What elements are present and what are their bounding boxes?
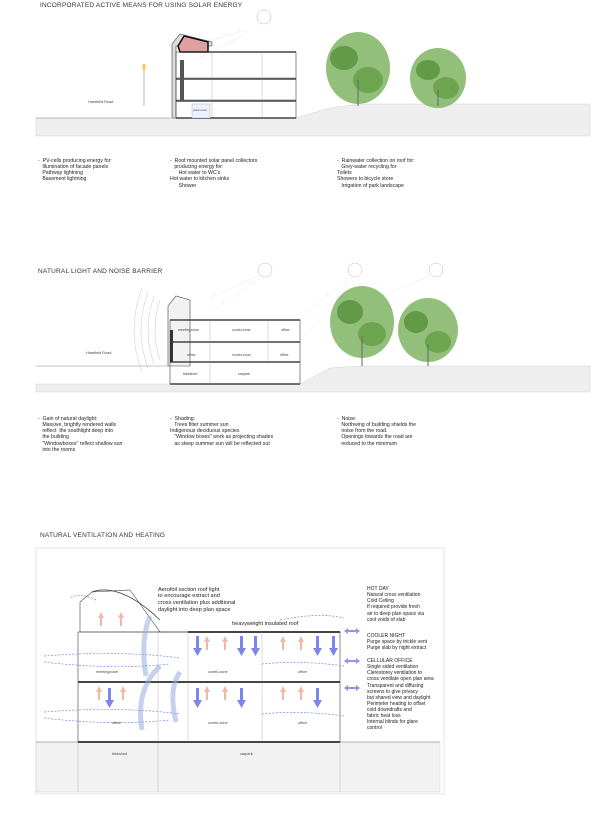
room-office-upper-3: office [298, 670, 308, 674]
annotation-aerofoil: Aerofoil section roof light to encourage extract and cross ventilation plus additional daylight into deep plan space [158, 586, 236, 613]
section-title-solar: INCORPORATED ACTIVE MEANS FOR USING SOLAR ENERGY [40, 2, 243, 9]
room-combi-upper-2: combi-zone [232, 328, 251, 332]
room-meeting-3: meetingroom [96, 670, 119, 674]
room-office-lower-right-3: office [298, 721, 308, 725]
room-office-upper-2: office [281, 328, 290, 332]
room-bikeshed-2: bikeshed [183, 372, 198, 376]
ground-section-3 [36, 742, 440, 792]
room-bikeshed-3: bikeshed [112, 752, 128, 756]
section-title-light: NATURAL LIGHT AND NOISE BARRIER [38, 268, 163, 275]
room-office-lower-right-2: office [280, 353, 289, 357]
solar-note-collectors: - Roof mounted solar panel collectors producing energy for: Hot water to WC's Hot water to kitchen sinks Shower [170, 157, 258, 189]
plant-room-label: plant room [193, 108, 208, 112]
light-note-shading: - Shading: Trees filter summer sun Indigenous deciduous species "Window boxes" work as projecting shades as steep summer sun will be reflected out [170, 415, 274, 447]
annotation-insulated-roof: heavyweight insulated roof [232, 621, 299, 627]
room-carpark-3: carpark [240, 752, 253, 756]
light-note-noise: - Noise: Northwing of building shields the noise from the road. Openings towards the road are reduced to the minimum [337, 415, 417, 447]
side-note-cellular-office: CELLULAR OFFICE Single sided ventilation Clerestorey ventilation to cross ventilate open plan area Transparent and diffusing screens to give privacy but shared view and daylight Perimeter heating to offset cold downdrafts and fabric heat loss Internal blinds for glare control [367, 658, 434, 732]
room-combi-lower-2: combi-zone [232, 353, 251, 357]
room-combi-upper-3: combi-zone [208, 670, 228, 674]
side-note-hot-day: HOT DAY Natural cross ventilation Cold Ceiling If required provide fresh air to deep plan space via cool voids of slab [367, 586, 424, 623]
room-office-lower-left-3: office [112, 721, 122, 725]
road-label-1: Harefield Road [88, 100, 114, 104]
light-note-daylight: - Gain of natural daylight: Massive, brightly rendered walls reflect the southlight deep into the building "Windowboxes" reflect shallow sun into the rooms [38, 415, 123, 454]
room-carpark-2: carpark [238, 372, 250, 376]
side-note-arrows [344, 628, 360, 691]
room-meeting-2: meetingroom [178, 328, 199, 332]
side-note-cooler-night: COOLER NIGHT Purge space by trickle vent Purge slab by night extract [367, 633, 428, 652]
road-label-2: Harefield Road [86, 351, 112, 355]
room-combi-lower-3: combi-zone [208, 721, 228, 725]
solar-note-rainwater: - Rainwater collection on roof for: Grey-water recycling for Toilets Showers to bicycle store Irrigation of park landscape [337, 157, 415, 189]
section-title-ventilation: NATURAL VENTILATION AND HEATING [40, 532, 166, 539]
solar-note-pv: - PV-cells producing energy for: Illumination of facade panels Pathway lightning Basement lightning [38, 157, 112, 183]
room-office-lower-left-2: office [187, 353, 196, 357]
